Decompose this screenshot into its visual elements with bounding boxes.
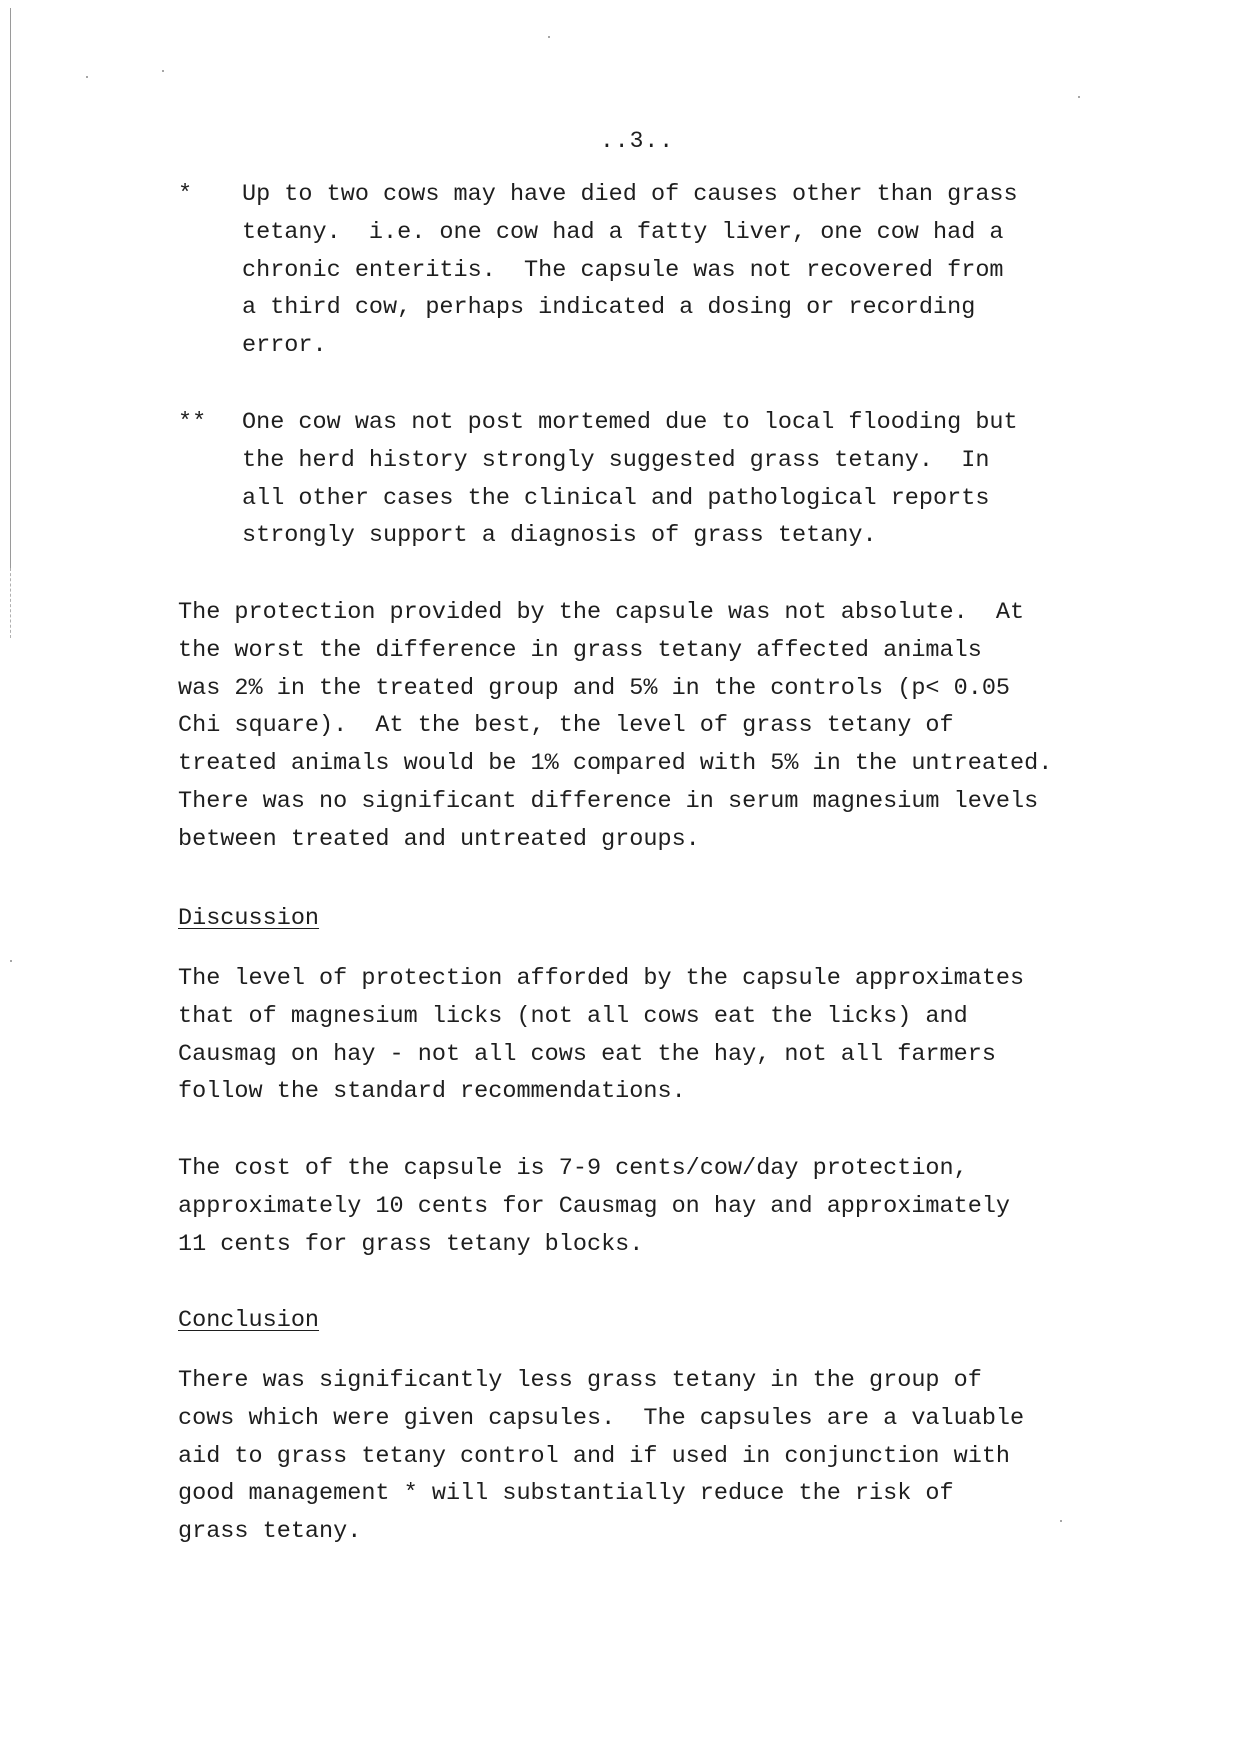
text-line: treated animals would be 1% compared with 5% in the untreated. xyxy=(178,750,1053,778)
text-line: between treated and untreated groups. xyxy=(178,825,700,853)
text-line: The protection provided by the capsule was not absolute. At xyxy=(178,599,1025,626)
text-line: good management * will substantially reduce the risk of xyxy=(178,1480,954,1508)
text-line: The cost of the capsule is 7-9 cents/cow/day protection, xyxy=(178,1155,968,1182)
text-line: strongly support a diagnosis of grass tetany. xyxy=(242,522,877,550)
text-line: error. xyxy=(242,332,327,360)
conclusion-heading: Conclusion xyxy=(178,1307,320,1334)
footnote-text xyxy=(242,404,1132,555)
scan-speck xyxy=(162,70,164,72)
text-line: a third cow, perhaps indicated a dosing or recording xyxy=(242,294,976,322)
scan-speck xyxy=(1078,96,1080,98)
text-line: all other cases the clinical and pathological reports xyxy=(242,484,990,512)
footnote-marker: ** xyxy=(178,409,207,436)
text-line: Chi square). At the best, the level of grass tetany of xyxy=(178,712,954,740)
text-line: approximately 10 cents for Causmag on hay and approximately xyxy=(178,1192,1011,1220)
footnote-single-asterisk xyxy=(178,176,1138,365)
scan-speck xyxy=(86,76,88,78)
text-line: aid to grass tetany control and if used in conjunction with xyxy=(178,1442,1011,1470)
text-line: Causmag on hay - not all cows eat the hay, not all farmers xyxy=(178,1040,996,1068)
results-paragraph xyxy=(178,594,1178,859)
text-line: chronic enteritis. The capsule was not recovered from xyxy=(242,256,1004,284)
text-line: cows which were given capsules. The capsules are a valuable xyxy=(178,1404,1025,1432)
left-margin-line xyxy=(10,8,11,568)
discussion-paragraph-2 xyxy=(178,1150,1178,1263)
text-line: Up to two cows may have died of causes other than grass xyxy=(242,181,1018,208)
text-line: There was no significant difference in serum magnesium levels xyxy=(178,787,1039,815)
conclusion-paragraph xyxy=(178,1362,1178,1551)
page-number: ..3.. xyxy=(600,128,675,154)
footnote-marker: * xyxy=(178,181,193,208)
scan-speck xyxy=(10,960,12,962)
text-line: the worst the difference in grass tetany affected animals xyxy=(178,636,982,664)
text-line: There was significantly less grass tetany in the group of xyxy=(178,1367,982,1394)
footnote-double-asterisk xyxy=(178,404,1138,555)
footnote-text xyxy=(242,176,1132,365)
scan-speck xyxy=(548,36,550,38)
text-line: the herd history strongly suggested grass tetany. In xyxy=(242,446,990,474)
text-line: tetany. i.e. one cow had a fatty liver, one cow had a xyxy=(242,218,1004,246)
discussion-paragraph-1 xyxy=(178,960,1178,1111)
text-line: One cow was not post mortemed due to local flooding but xyxy=(242,409,1018,436)
text-line: 11 cents for grass tetany blocks. xyxy=(178,1230,644,1258)
text-line: The level of protection afforded by the capsule approximates xyxy=(178,965,1025,992)
discussion-heading: Discussion xyxy=(178,905,320,932)
text-line: was 2% in the treated group and 5% in the controls (p< 0.05 xyxy=(178,674,1011,702)
left-margin-dashed-line xyxy=(10,568,11,638)
text-line: that of magnesium licks (not all cows eat the licks) and xyxy=(178,1002,968,1030)
text-line: follow the standard recommendations. xyxy=(178,1078,686,1106)
text-line: grass tetany. xyxy=(178,1518,362,1546)
